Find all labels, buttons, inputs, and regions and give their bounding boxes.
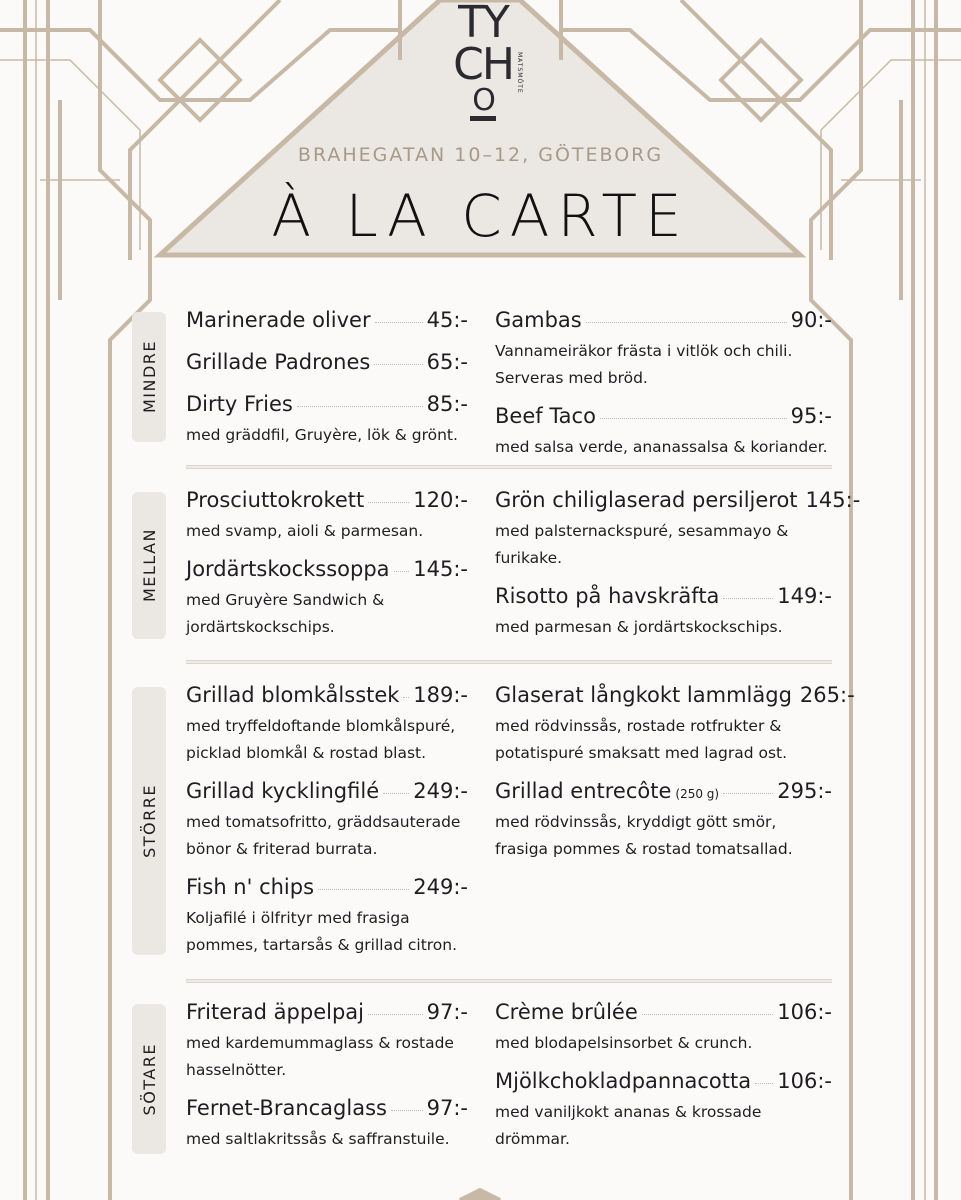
dish-price: 295:- bbox=[777, 779, 832, 803]
dot-leader bbox=[586, 322, 787, 323]
dish-description: Vannameiräkor frästa i vitlök och chili. Serveras med bröd. bbox=[495, 342, 793, 387]
menu-column-right bbox=[495, 308, 832, 473]
section-divider bbox=[186, 979, 832, 983]
menu-column-left bbox=[186, 308, 468, 461]
logo-line-3: O bbox=[470, 86, 496, 121]
dish-price: 189:- bbox=[413, 683, 468, 707]
dot-leader bbox=[297, 406, 423, 407]
menu-column-left bbox=[186, 1000, 468, 1165]
dish-price: 265:- bbox=[799, 683, 855, 707]
dot-leader bbox=[394, 571, 410, 572]
menu-item bbox=[186, 488, 468, 545]
dish-name: Mjölkchokladpannacotta bbox=[495, 1069, 752, 1093]
dish-price: 97:- bbox=[426, 1000, 468, 1024]
dish-description: med Gruyère Sandwich & jordärtskockschips. bbox=[186, 591, 385, 636]
menu-column-left bbox=[186, 488, 468, 653]
section-label: SÖTARE bbox=[139, 1042, 159, 1116]
section-divider bbox=[186, 660, 832, 664]
menu-item bbox=[495, 584, 832, 641]
dish-price: 145:- bbox=[805, 488, 861, 512]
dish-name: Prosciuttokrokett bbox=[186, 488, 365, 512]
dish-price: 90:- bbox=[790, 308, 832, 332]
address: BRAHEGATAN 10–12, GÖTEBORG bbox=[297, 144, 664, 166]
section-label: MINDRE bbox=[139, 340, 159, 414]
menu-item bbox=[495, 404, 832, 461]
dish-description: med palsternackspuré, sesammayo & furikake. bbox=[495, 522, 789, 567]
menu-item bbox=[186, 683, 468, 767]
dish-note: (250 g) bbox=[675, 787, 720, 801]
dish-price: 149:- bbox=[777, 584, 832, 608]
dish-price: 65:- bbox=[426, 350, 468, 374]
dish-description: med rödvinssås, kryddigt gött smör, frasiga pommes & rostad tomatsallad. bbox=[495, 813, 793, 858]
section-tab bbox=[132, 1004, 166, 1154]
menu-column-left bbox=[186, 683, 468, 971]
section-tab bbox=[132, 312, 166, 442]
dish-price: 120:- bbox=[413, 488, 468, 512]
dish-description: med vaniljkokt ananas & krossade drömmar. bbox=[495, 1103, 762, 1148]
dish-name: Jordärtskockssoppa bbox=[186, 557, 390, 581]
dish-description: med saltlakritssås & saffranstuile. bbox=[186, 1130, 450, 1148]
menu-item bbox=[495, 488, 861, 572]
dish-price: 249:- bbox=[413, 779, 468, 803]
menu-column-right bbox=[495, 488, 861, 653]
menu-item bbox=[186, 350, 468, 380]
dish-price: 85:- bbox=[426, 392, 468, 416]
dish-name: Marinerade oliver bbox=[186, 308, 371, 332]
menu-column-right bbox=[495, 683, 855, 875]
dish-price: 249:- bbox=[413, 875, 468, 899]
dish-name: Fernet-Brancaglass bbox=[186, 1096, 387, 1120]
logo-subtitle: MATSMÖTE bbox=[516, 52, 523, 94]
dish-name: Crème brûlée bbox=[495, 1000, 638, 1024]
menu-item bbox=[495, 308, 832, 392]
dot-leader bbox=[600, 418, 787, 419]
dish-description: med rödvinssås, rostade rotfrukter & potatispuré smaksatt med lagrad ost. bbox=[495, 717, 788, 762]
menu-item bbox=[495, 779, 832, 863]
dish-description: med kardemummaglass & rostade hasselnötter. bbox=[186, 1034, 454, 1079]
logo-line-2: CH bbox=[453, 39, 513, 90]
dish-name: Grillad entrecôte bbox=[495, 779, 672, 803]
dot-leader bbox=[383, 793, 409, 794]
dish-description: med tomatsofritto, gräddsauterade bönor & friterad burrata. bbox=[186, 813, 461, 858]
dot-leader bbox=[723, 793, 773, 794]
dish-name: Grön chiliglaserad persiljerot bbox=[495, 488, 798, 512]
dot-leader bbox=[391, 1110, 423, 1111]
tycho-logo bbox=[448, 0, 523, 121]
dish-name: Risotto på havskräfta bbox=[495, 584, 720, 608]
section-label: STÖRRE bbox=[139, 784, 159, 858]
menu-item bbox=[186, 308, 468, 338]
dish-price: 95:- bbox=[790, 404, 832, 428]
dish-description: Koljafilé i ölfrityr med frasiga pommes, tartarsås & grillad citron. bbox=[186, 909, 458, 954]
dish-price: 145:- bbox=[413, 557, 468, 581]
dish-description: med salsa verde, ananassalsa & koriander. bbox=[495, 438, 828, 456]
dish-name: Gambas bbox=[495, 308, 582, 332]
dot-leader bbox=[368, 1014, 423, 1015]
section-divider bbox=[186, 465, 832, 469]
dish-name: Dirty Fries bbox=[186, 392, 293, 416]
menu-item bbox=[186, 1000, 468, 1084]
menu-item bbox=[186, 392, 468, 449]
dish-description: med gräddfil, Gruyère, lök & grönt. bbox=[186, 426, 458, 444]
dish-name: Glaserat långkokt lammlägg bbox=[495, 683, 792, 707]
dish-name: Beef Taco bbox=[495, 404, 596, 428]
dish-price: 97:- bbox=[426, 1096, 468, 1120]
section-label: MELLAN bbox=[139, 528, 159, 603]
dish-description: med svamp, aioli & parmesan. bbox=[186, 522, 424, 540]
dish-name: Grillade Padrones bbox=[186, 350, 371, 374]
dish-name: Fish n' chips bbox=[186, 875, 315, 899]
dish-name: Friterad äppelpaj bbox=[186, 1000, 364, 1024]
dish-description: med tryffeldoftande blomkålspuré, picklad blomkål & rostad blast. bbox=[186, 717, 456, 762]
dish-description: med blodapelsinsorbet & crunch. bbox=[495, 1034, 753, 1052]
dot-leader bbox=[403, 697, 409, 698]
dot-leader bbox=[368, 502, 409, 503]
menu-column-right bbox=[495, 1000, 832, 1165]
dot-leader bbox=[642, 1014, 773, 1015]
page-title: À LA CARTE bbox=[271, 182, 690, 250]
dot-leader bbox=[374, 364, 422, 365]
menu-item bbox=[186, 557, 468, 641]
section-tab bbox=[132, 492, 166, 639]
dot-leader bbox=[723, 598, 773, 599]
menu-item bbox=[186, 875, 468, 959]
dish-price: 45:- bbox=[426, 308, 468, 332]
dish-price: 106:- bbox=[777, 1000, 832, 1024]
menu-item bbox=[186, 1096, 468, 1153]
logo-line-1: TY bbox=[458, 0, 508, 48]
dot-leader bbox=[755, 1083, 773, 1084]
menu-item bbox=[186, 779, 468, 863]
dish-name: Grillad blomkålsstek bbox=[186, 683, 400, 707]
dish-name: Grillad kycklingfilé bbox=[186, 779, 380, 803]
dish-description: med parmesan & jordärtskockschips. bbox=[495, 618, 783, 636]
menu-item bbox=[495, 1000, 832, 1057]
menu-item bbox=[495, 683, 855, 767]
section-tab bbox=[132, 687, 166, 955]
dish-price: 106:- bbox=[777, 1069, 832, 1093]
dot-leader bbox=[318, 889, 409, 890]
dot-leader bbox=[375, 322, 423, 323]
menu-item bbox=[495, 1069, 832, 1153]
